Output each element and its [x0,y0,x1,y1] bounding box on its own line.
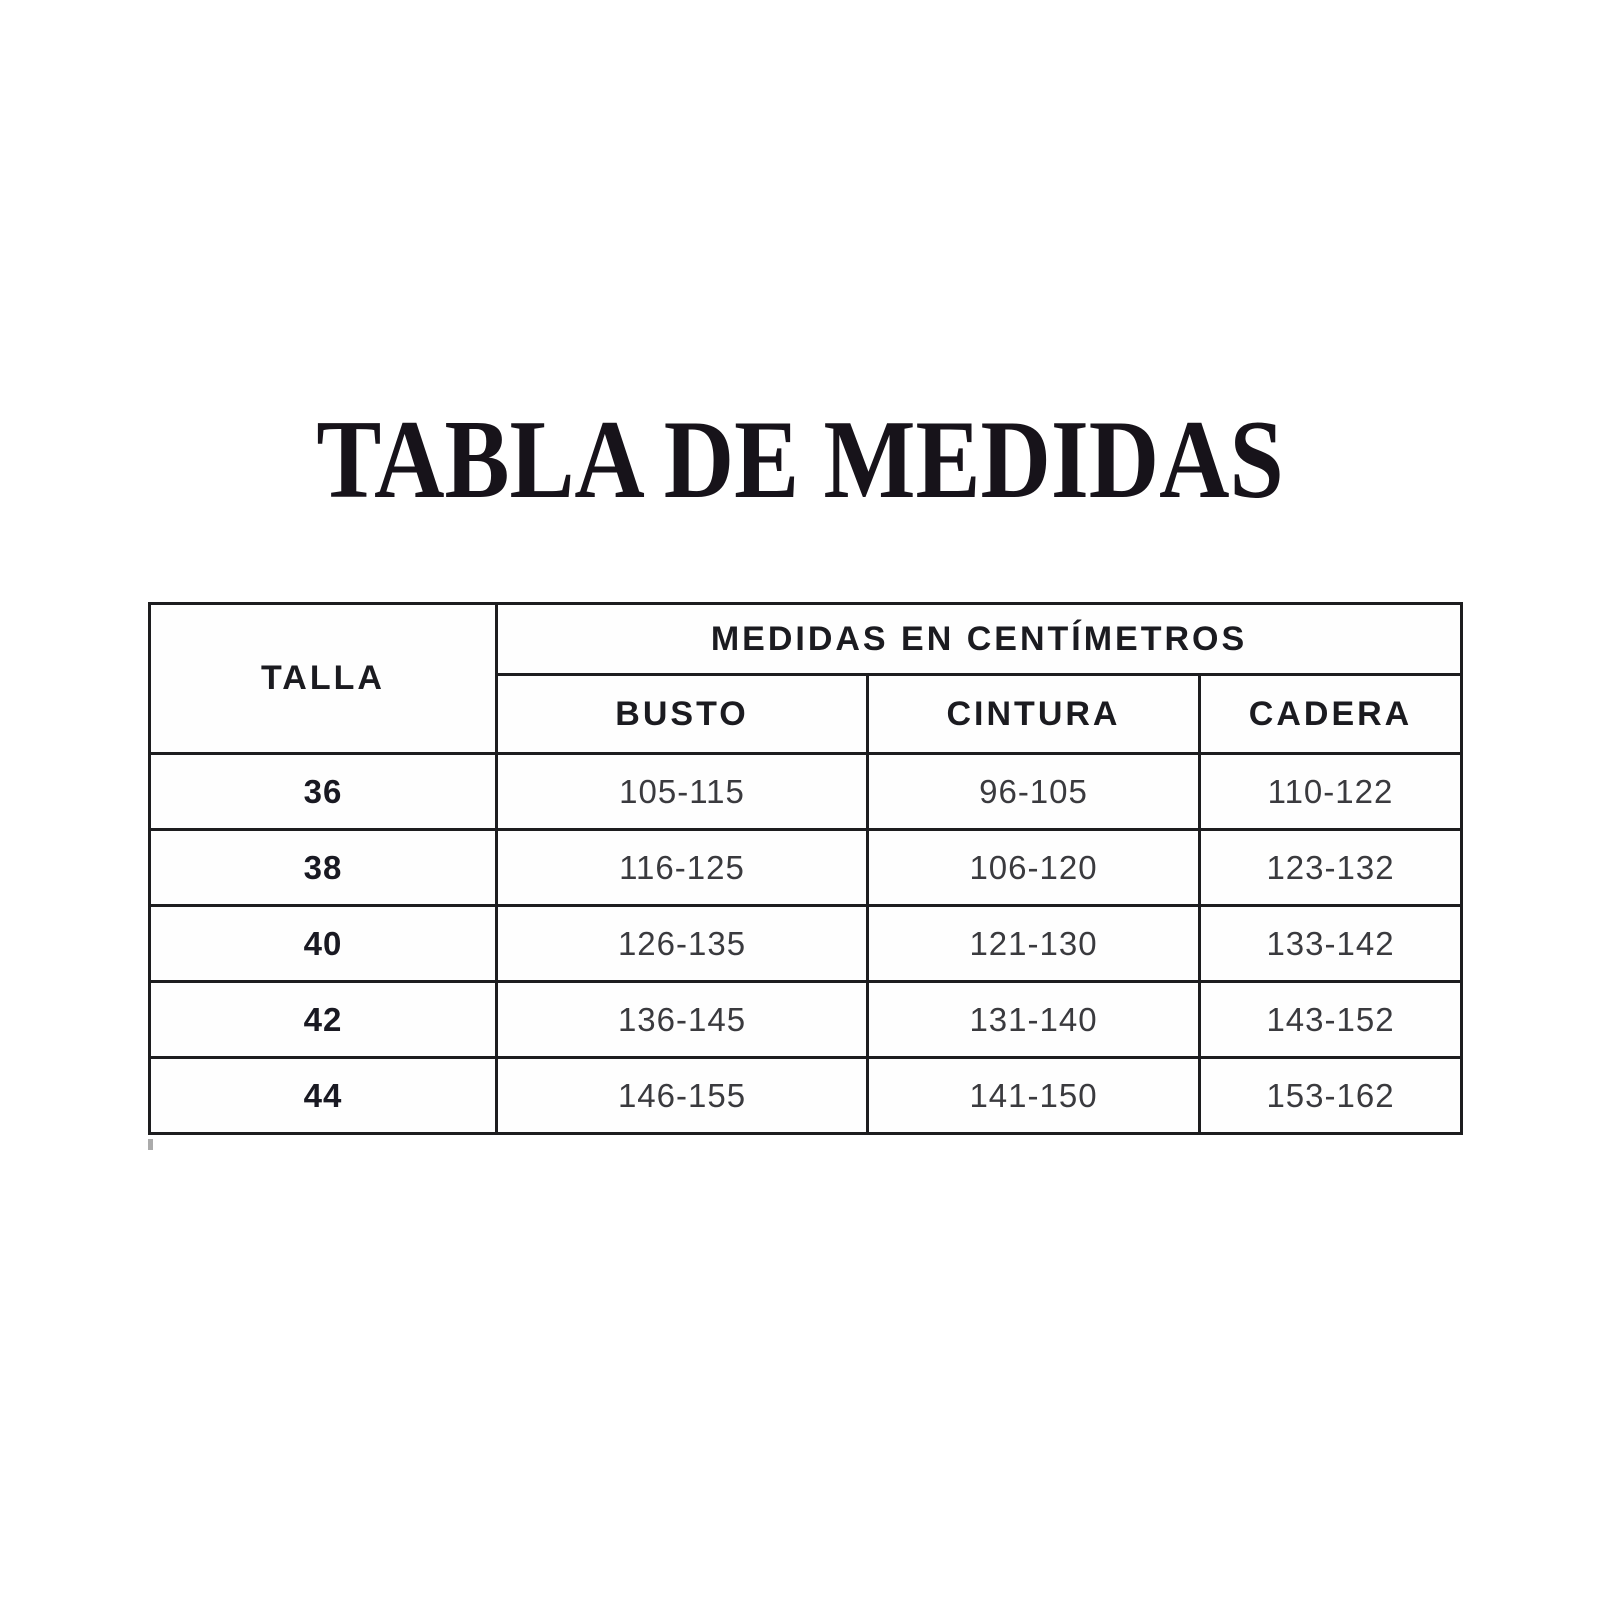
busto-cell: 126-135 [497,906,868,982]
cadera-cell: 123-132 [1200,830,1462,906]
column-header-cintura: CINTURA [868,675,1200,754]
cintura-cell: 106-120 [868,830,1200,906]
table-row [150,830,1462,906]
column-header-busto: BUSTO [497,675,868,754]
measures-group-header: MEDIDAS EN CENTÍMETROS [497,604,1462,675]
busto-cell: 136-145 [497,982,868,1058]
size-cell: 36 [150,754,497,830]
busto-cell: 116-125 [497,830,868,906]
cintura-cell: 121-130 [868,906,1200,982]
size-chart-table [148,602,1463,1135]
cadera-cell: 133-142 [1200,906,1462,982]
scan-artifact-mark [148,1139,153,1150]
cintura-cell: 131-140 [868,982,1200,1058]
table-row [150,754,1462,830]
column-header-cadera: CADERA [1200,675,1462,754]
cadera-cell: 153-162 [1200,1058,1462,1134]
table-row [150,982,1462,1058]
size-cell: 42 [150,982,497,1058]
cintura-cell: 96-105 [868,754,1200,830]
size-cell: 40 [150,906,497,982]
size-cell: 44 [150,1058,497,1134]
header-row-group [150,604,1462,675]
cadera-cell: 110-122 [1200,754,1462,830]
cintura-cell: 141-150 [868,1058,1200,1134]
page-title: TABLA DE MEDIDAS [316,398,1284,522]
size-cell: 38 [150,830,497,906]
busto-cell: 146-155 [497,1058,868,1134]
table-row [150,906,1462,982]
table-row [150,1058,1462,1134]
cadera-cell: 143-152 [1200,982,1462,1058]
size-column-header: TALLA [150,604,497,754]
busto-cell: 105-115 [497,754,868,830]
